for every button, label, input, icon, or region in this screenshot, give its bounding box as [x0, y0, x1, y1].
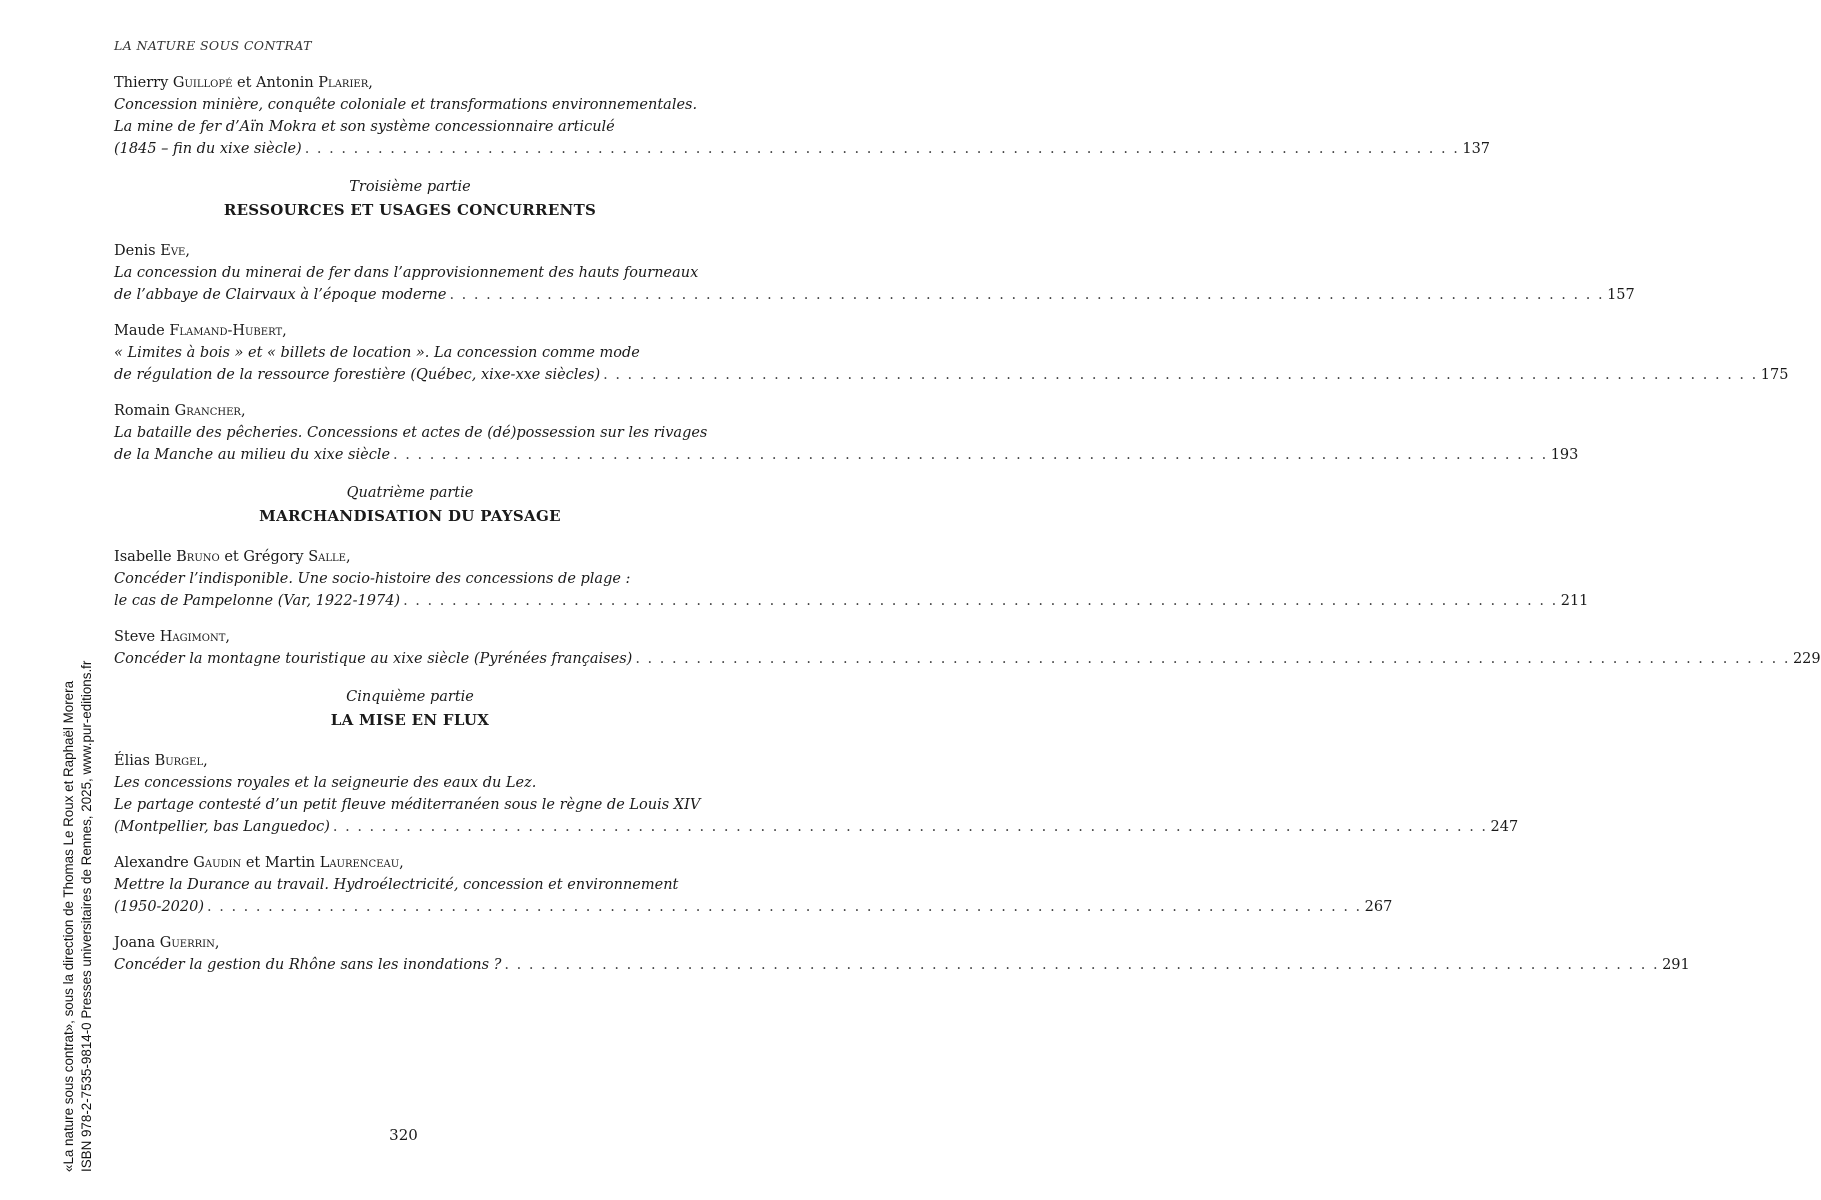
- author-surname: Guerrin: [159, 935, 215, 951]
- entry-title-line: Mettre la Durance au travail. Hydroélectricité, concession et environnement: [114, 877, 679, 893]
- author-text: Romain: [114, 403, 175, 419]
- author-text: ,: [368, 75, 373, 91]
- author-text: Alexandre: [114, 855, 194, 871]
- entry-title-line: La mine de fer d’Aïn Mokra et son système concessionnaire articulé: [114, 119, 615, 135]
- toc-entry[interactable]: [114, 400, 1579, 466]
- dot-leader: . . . . . . . . . . . . . . . . . . . . . . . . . . . . . . . . . . . . . . . . . . . . . . . . . . . . . . . . . . . . . . . . . . . . . . . . . . . . . . . . . . . . . . . . . . . . . . .: [603, 367, 1758, 383]
- page-number: 320: [389, 1126, 418, 1144]
- author-text: ,: [345, 549, 351, 565]
- dot-leader: . . . . . . . . . . . . . . . . . . . . . . . . . . . . . . . . . . . . . . . . . . . . . . . . . . . . . . . . . . . . . . . . . . . . . . . . . . . . . . . . . . . . . . . . . . . . . . .: [449, 287, 1605, 303]
- toc-entry[interactable]: [114, 932, 1690, 976]
- entry-page-number[interactable]: 291: [1662, 957, 1690, 973]
- entry-page-number[interactable]: 193: [1550, 447, 1579, 463]
- part-heading: [114, 176, 706, 222]
- entry-page-number[interactable]: 157: [1607, 287, 1635, 303]
- entry-author: [114, 546, 706, 568]
- entry-title-end: (Montpellier, bas Languedoc): [114, 819, 330, 835]
- entry-title-line: Concession minière, conquête coloniale et transformations environnementales.: [114, 97, 698, 113]
- entry-page-number[interactable]: 267: [1364, 899, 1393, 915]
- entry-title-line: La concession du minerai de fer dans l’approvisionnement des hauts fourneaux: [114, 265, 699, 281]
- toc-entry[interactable]: [114, 240, 1635, 306]
- toc-entry[interactable]: [114, 72, 1491, 160]
- entry-author: [114, 750, 706, 772]
- entry-title-line: Le partage contesté d’un petit fleuve méditerranéen sous le règne de Louis XIV: [114, 797, 701, 813]
- entry-leader-line: [114, 364, 1789, 386]
- entry-title-line: Concéder l’indisponible. Une socio-histoire des concessions de plage :: [114, 571, 631, 587]
- author-surname: Guillopé: [172, 75, 233, 91]
- part-title: MARCHANDISATION DU PAYSAGE: [259, 507, 561, 525]
- entry-title-end: le cas de Pampelonne (Var, 1922-1974): [114, 593, 401, 609]
- entry-author: [114, 932, 706, 954]
- part-label: Troisième partie: [349, 179, 471, 195]
- author-surname: Flamand-Hubert: [169, 323, 283, 339]
- side-citation: [60, 661, 96, 1172]
- part-heading: [114, 482, 706, 528]
- author-surname: Plarier: [318, 75, 369, 91]
- entry-title-line: « Limites à bois » et « billets de location ». La concession comme mode: [114, 345, 640, 361]
- author-surname: Laurenceau: [319, 855, 400, 871]
- author-text: Joana: [114, 935, 160, 951]
- entry-title-end: Concéder la montagne touristique au xixe siècle (Pyrénées françaises): [114, 651, 633, 667]
- part-title: RESSOURCES ET USAGES CONCURRENTS: [223, 201, 597, 219]
- part-label: Quatrième partie: [346, 485, 474, 501]
- entry-title-end: Concéder la gestion du Rhône sans les inondations ?: [114, 957, 502, 973]
- author-text: ,: [282, 323, 287, 339]
- entry-page-number[interactable]: 175: [1760, 367, 1789, 383]
- entry-leader-line: [114, 648, 1821, 670]
- author-text: et Grégory: [219, 549, 309, 565]
- author-text: Élias: [114, 753, 155, 769]
- entry-page-number[interactable]: 247: [1490, 819, 1519, 835]
- entry-leader-line: [114, 284, 1635, 306]
- author-text: ,: [203, 753, 208, 769]
- entry-leader-line: [114, 444, 1579, 466]
- side-citation-line-2: ISBN 978-2-7535-9814-0 Presses universitaires de Rennes, 2025, www.pur-editions.fr: [79, 660, 94, 1172]
- entry-leader-line: [114, 138, 1491, 160]
- entry-author: [114, 240, 706, 262]
- dot-leader: . . . . . . . . . . . . . . . . . . . . . . . . . . . . . . . . . . . . . . . . . . . . . . . . . . . . . . . . . . . . . . . . . . . . . . . . . . . . . . . . . . . . . . . . . . . . . . .: [403, 593, 1558, 609]
- entry-leader-line: [114, 590, 1589, 612]
- dot-leader: . . . . . . . . . . . . . . . . . . . . . . . . . . . . . . . . . . . . . . . . . . . . . . . . . . . . . . . . . . . . . . . . . . . . . . . . . . . . . . . . . . . . . . . . . . . . . . .: [332, 819, 1488, 835]
- toc-entry[interactable]: [114, 320, 1789, 386]
- author-text: et Martin: [241, 855, 320, 871]
- entry-title-end: (1950-2020): [114, 899, 205, 915]
- author-surname: Gaudin: [193, 855, 242, 871]
- author-text: et Antonin: [232, 75, 319, 91]
- toc-entry[interactable]: [114, 626, 1821, 670]
- author-text: Maude: [114, 323, 170, 339]
- toc-entry[interactable]: [114, 852, 1393, 918]
- entry-page-number[interactable]: 137: [1462, 141, 1491, 157]
- running-head: LA NATURE SOUS CONTRAT: [114, 38, 312, 53]
- entry-title-end: (1845 – fin du xixe siècle): [114, 141, 302, 157]
- author-text: ,: [240, 403, 246, 419]
- entry-author: [114, 852, 706, 874]
- author-text: Steve: [114, 629, 160, 645]
- entry-title-end: de régulation de la ressource forestière (Québec, xixe-xxe siècles): [114, 367, 601, 383]
- toc-entry[interactable]: [114, 546, 1589, 612]
- author-text: Isabelle: [114, 549, 177, 565]
- toc-entry[interactable]: [114, 750, 1519, 838]
- entry-title-line: La bataille des pêcheries. Concessions et actes de (dé)possession sur les rivages: [114, 425, 708, 441]
- author-text: ,: [399, 855, 404, 871]
- entry-title-end: de l’abbaye de Clairvaux à l’époque moderne: [114, 287, 447, 303]
- author-text: ,: [225, 629, 231, 645]
- author-surname: Grancher: [174, 403, 241, 419]
- entry-author: [114, 626, 706, 648]
- dot-leader: . . . . . . . . . . . . . . . . . . . . . . . . . . . . . . . . . . . . . . . . . . . . . . . . . . . . . . . . . . . . . . . . . . . . . . . . . . . . . . . . . . . . . . . . . . . . . . .: [635, 651, 1790, 667]
- entry-author: [114, 320, 706, 342]
- part-label: Cinquième partie: [346, 689, 474, 705]
- dot-leader: . . . . . . . . . . . . . . . . . . . . . . . . . . . . . . . . . . . . . . . . . . . . . . . . . . . . . . . . . . . . . . . . . . . . . . . . . . . . . . . . . . . . . . . . . . . . . . .: [504, 957, 1660, 973]
- author-text: Denis: [114, 243, 161, 259]
- entry-author: [114, 72, 706, 94]
- entry-leader-line: [114, 954, 1690, 976]
- author-surname: Hagimont: [159, 629, 226, 645]
- entry-page-number[interactable]: 229: [1792, 651, 1821, 667]
- part-heading: [114, 686, 706, 732]
- part-title: LA MISE EN FLUX: [330, 711, 490, 729]
- entry-title-end: de la Manche au milieu du xixe siècle: [114, 447, 391, 463]
- entry-page-number[interactable]: 211: [1560, 593, 1589, 609]
- entry-leader-line: [114, 816, 1519, 838]
- entry-author: [114, 400, 706, 422]
- dot-leader: . . . . . . . . . . . . . . . . . . . . . . . . . . . . . . . . . . . . . . . . . . . . . . . . . . . . . . . . . . . . . . . . . . . . . . . . . . . . . . . . . . . . . . . . . . . . . . .: [393, 447, 1548, 463]
- author-text: Thierry: [114, 75, 173, 91]
- author-surname: Bruno: [176, 549, 220, 565]
- side-citation-line-1: «La nature sous contrat», sous la direction de Thomas Le Roux et Raphaël Morera: [61, 680, 76, 1172]
- entry-title-line: Les concessions royales et la seigneurie des eaux du Lez.: [114, 775, 537, 791]
- dot-leader: . . . . . . . . . . . . . . . . . . . . . . . . . . . . . . . . . . . . . . . . . . . . . . . . . . . . . . . . . . . . . . . . . . . . . . . . . . . . . . . . . . . . . . . . . . . . . . .: [304, 141, 1460, 157]
- author-surname: Burgel: [154, 753, 204, 769]
- table-of-contents: [114, 72, 1821, 990]
- author-surname: Salle: [308, 549, 346, 565]
- entry-leader-line: [114, 896, 1393, 918]
- author-text: ,: [214, 935, 220, 951]
- author-text: ,: [185, 243, 190, 259]
- dot-leader: . . . . . . . . . . . . . . . . . . . . . . . . . . . . . . . . . . . . . . . . . . . . . . . . . . . . . . . . . . . . . . . . . . . . . . . . . . . . . . . . . . . . . . . . . . . . . . .: [207, 899, 1362, 915]
- author-surname: Eve: [160, 243, 186, 259]
